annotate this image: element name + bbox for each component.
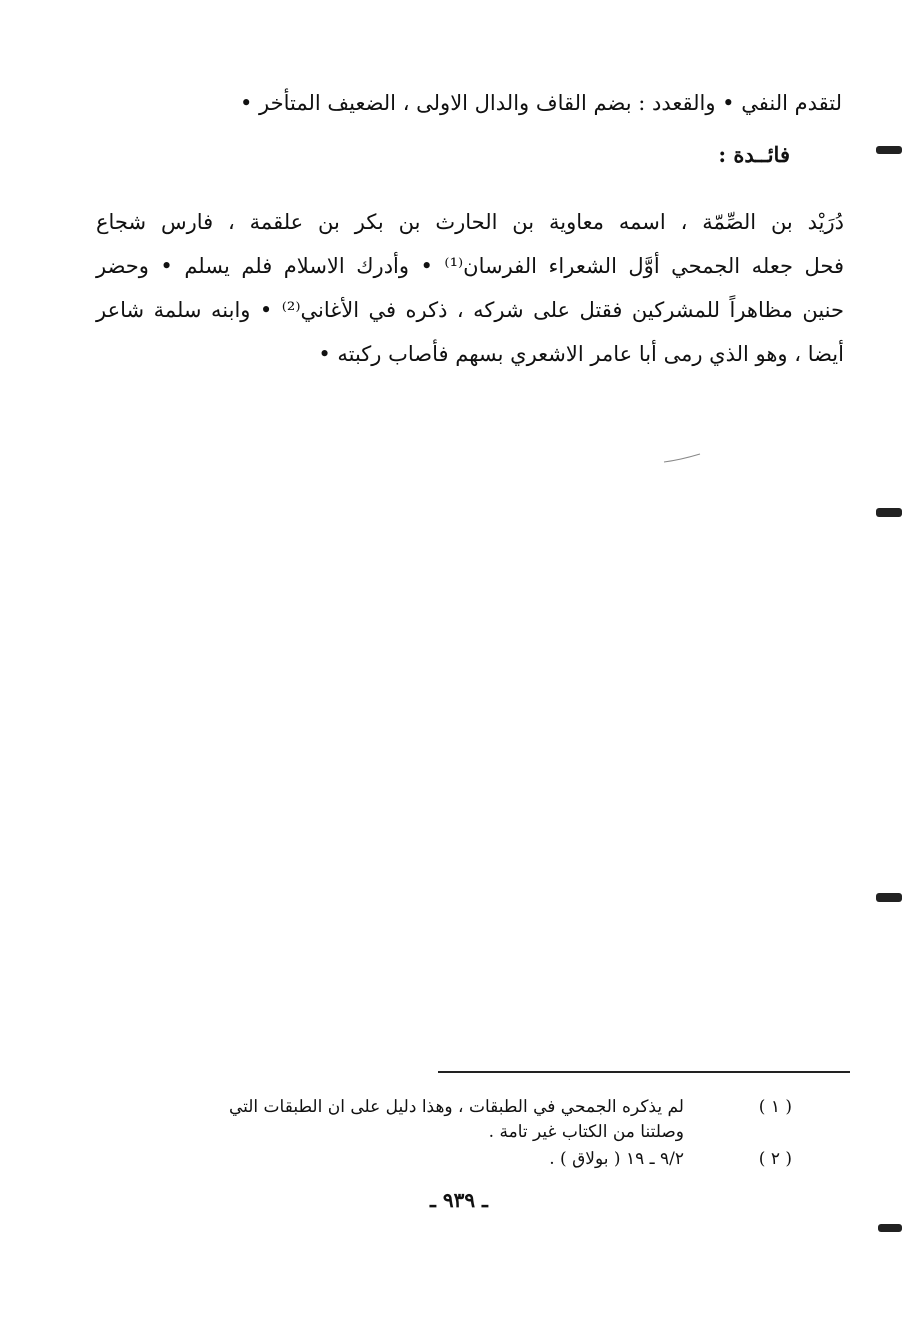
section-heading: فائــدة : xyxy=(718,142,790,167)
stray-pen-mark xyxy=(662,452,702,464)
paragraph-line: دُرَيْد بن الصِّمّة ، اسمه معاوية بن الحارث بن بكر بن علقمة ، فارس شجاع xyxy=(96,210,844,234)
binding-mark xyxy=(876,508,902,517)
footnote-text-continued: وصلتنا من الكتاب غير تامة . xyxy=(488,1122,684,1142)
binding-mark xyxy=(876,893,902,902)
biography-paragraph xyxy=(96,200,844,376)
footnote-number: ( ٢ ) xyxy=(758,1149,792,1169)
footnote-text: لم يذكره الجمحي في الطبقات ، وهذا دليل على ان الطبقات التي xyxy=(228,1097,684,1117)
binding-mark xyxy=(876,146,902,154)
paragraph-line: حنين مظاهراً للمشركين فقتل على شركه ، ذكره في الأغاني⁽²⁾ • وابنه سلمة شاعر xyxy=(96,298,844,322)
footnote-separator xyxy=(438,1071,850,1073)
paragraph-line: فحل جعله الجمحي أوَّل الشعراء الفرسان⁽¹⁾ • وأدرك الاسلام فلم يسلم • وحضر xyxy=(96,254,844,278)
page-number: ـ ٩٣٩ ـ xyxy=(430,1188,488,1212)
binding-mark xyxy=(878,1224,902,1232)
footnote-number: ( ١ ) xyxy=(758,1097,792,1117)
intro-line: لتقدم النفي • والقعدد : بضم القاف والدال الاولى ، الضعيف المتأخر • xyxy=(239,91,842,115)
paragraph-line: أيضا ، وهو الذي رمى أبا عامر الاشعري بسهم فأصاب ركبته • xyxy=(318,342,844,366)
footnote-text: ٩/٢ ـ ١٩ ( بولاق ) . xyxy=(549,1149,684,1169)
